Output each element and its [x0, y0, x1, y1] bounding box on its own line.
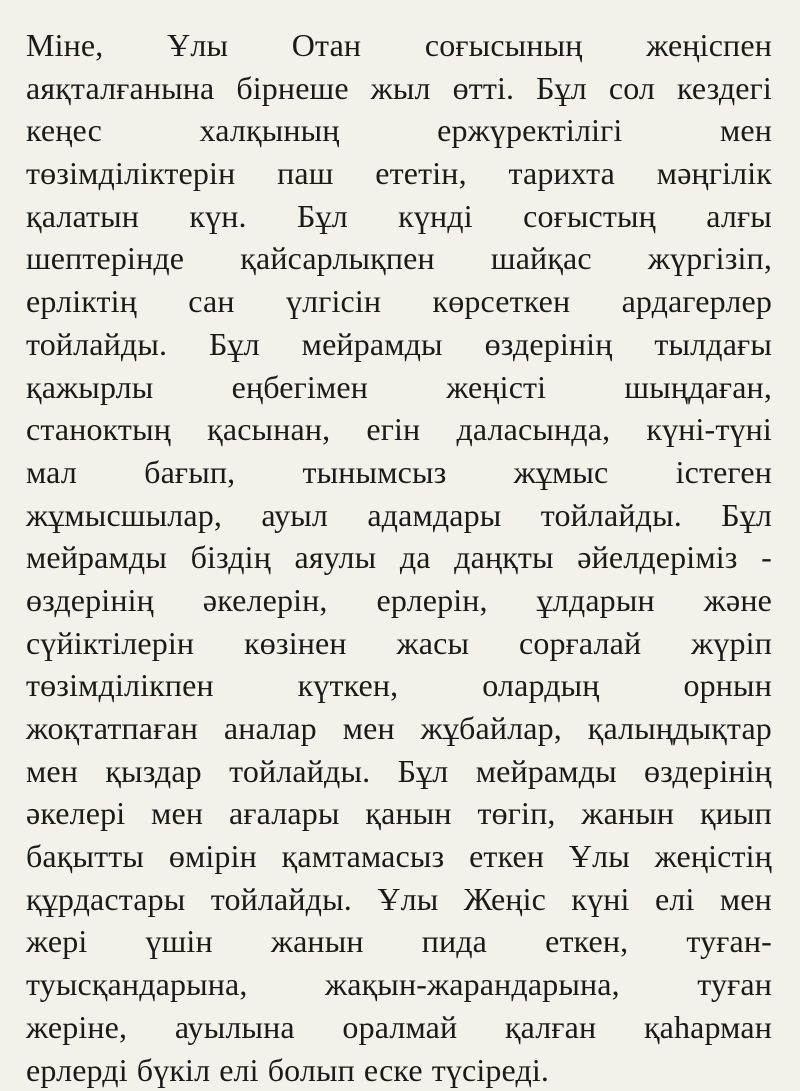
document-body	[26, 24, 772, 1091]
word: соғыстың	[523, 195, 656, 238]
word: және	[704, 579, 772, 622]
word: істеген	[676, 451, 772, 494]
word: өздерінің	[26, 579, 154, 622]
word: оралмай	[342, 1006, 457, 1049]
word: сорғалай	[519, 622, 641, 665]
word: сол	[609, 67, 655, 110]
word: жұмыс	[514, 451, 609, 494]
word: мен	[26, 750, 78, 793]
word: еңбегімен	[232, 366, 368, 409]
word: төгіп,	[477, 792, 555, 835]
text-line-4	[26, 152, 772, 195]
word: әйелдеріміз	[577, 536, 737, 579]
word: өздерінің	[644, 750, 772, 793]
word: жұмысшылар,	[26, 494, 222, 537]
word: еткен,	[545, 920, 628, 963]
word: ержүректілігі	[437, 109, 622, 152]
word: бағып,	[144, 451, 235, 494]
text-line-11	[26, 451, 772, 494]
word: аяулы	[295, 536, 377, 579]
text-line-24	[26, 1006, 772, 1049]
word: шептерінде	[26, 237, 184, 280]
word: жоқтатпаған	[26, 707, 198, 750]
word: шыңдаған,	[624, 366, 772, 409]
word: қайсарлықпен	[240, 237, 435, 280]
word: қамтамасыз	[282, 835, 445, 878]
word: Ұлы	[569, 835, 630, 878]
word: қажырлы	[26, 366, 153, 409]
word: күнді	[398, 195, 473, 238]
text-line-16	[26, 664, 772, 707]
word: үлгісін	[286, 280, 381, 323]
word: қалыңдықтар	[588, 707, 772, 750]
text-line-14	[26, 579, 772, 622]
word: пида	[422, 920, 487, 963]
word: Бұл	[536, 67, 587, 110]
word: станоктың	[26, 408, 171, 451]
word: Жеңіс	[464, 878, 546, 921]
text-line-21	[26, 878, 772, 921]
word: сүйіктілерін	[26, 622, 194, 665]
word: тарихта	[509, 152, 616, 195]
text-line-25	[26, 1049, 772, 1091]
word: жанын	[271, 920, 364, 963]
word: сан	[188, 280, 234, 323]
word: түсіреді.	[432, 1049, 549, 1091]
word: бақытты	[26, 835, 144, 878]
word: төзімділікпен	[26, 664, 214, 707]
text-line-17	[26, 707, 772, 750]
word: күткен,	[298, 664, 399, 707]
word: мен	[720, 109, 772, 152]
word: даласында,	[456, 408, 610, 451]
word: әкелері	[26, 792, 125, 835]
word: қасынан,	[207, 408, 330, 451]
word: қанын	[365, 792, 451, 835]
word: өтті.	[453, 67, 515, 110]
word: тойлайды.	[211, 878, 352, 921]
word: даңқты	[454, 536, 554, 579]
word: ерлерді	[26, 1049, 128, 1091]
word: халқының	[200, 109, 340, 152]
text-line-3	[26, 109, 772, 152]
word: Бұл	[297, 195, 348, 238]
word: Ұлы	[377, 878, 438, 921]
word: елі	[655, 878, 695, 921]
word: мейрамды	[476, 750, 617, 793]
word: болып	[268, 1049, 355, 1091]
word: қалған	[505, 1006, 596, 1049]
word: үшін	[145, 920, 212, 963]
word: қалатын	[26, 195, 139, 238]
text-line-15	[26, 622, 772, 665]
text-line-12	[26, 494, 772, 537]
text-line-7	[26, 280, 772, 323]
word: күн.	[189, 195, 246, 238]
text-line-20	[26, 835, 772, 878]
word: жыл	[371, 67, 431, 110]
word: туған-	[686, 920, 772, 963]
word: соғысының	[425, 24, 583, 67]
word: мен	[151, 792, 203, 835]
word: төзімділіктерін	[26, 152, 235, 195]
word: ұлдарын	[537, 579, 655, 622]
word: мейрамды	[26, 536, 167, 579]
word: кеңес	[26, 109, 102, 152]
word: мен	[720, 878, 772, 921]
word: жүргізіп,	[648, 237, 772, 280]
word: адамдары	[367, 494, 501, 537]
word: Бұл	[209, 323, 260, 366]
word: шайқас	[491, 237, 592, 280]
text-line-6	[26, 237, 772, 280]
word: жеңісті	[446, 366, 546, 409]
word: жері	[26, 920, 87, 963]
word: өмірін	[169, 835, 257, 878]
word: қаһарман	[644, 1006, 772, 1049]
word: паш	[277, 152, 333, 195]
word: бірнеше	[236, 67, 348, 110]
word: аяқталғанына	[26, 67, 214, 110]
text-line-5	[26, 195, 772, 238]
word: еткен	[469, 835, 544, 878]
word: бүкіл	[137, 1049, 210, 1091]
word: жеңістің	[655, 835, 772, 878]
word: мейрамды	[302, 323, 443, 366]
word: мал	[26, 451, 77, 494]
word: мен	[343, 707, 395, 750]
text-line-8	[26, 323, 772, 366]
word: көзінен	[244, 622, 347, 665]
word: Бұл	[721, 494, 772, 537]
word: әкелерін,	[203, 579, 328, 622]
word: ететін,	[375, 152, 466, 195]
text-line-1	[26, 24, 772, 67]
word: күні	[571, 878, 629, 921]
word: жанын	[581, 792, 674, 835]
word: ардагерлер	[622, 280, 772, 323]
word: егін	[366, 408, 420, 451]
word: да	[400, 536, 431, 579]
word: қыздар	[105, 750, 202, 793]
text-line-19	[26, 792, 772, 835]
word: өздерінің	[485, 323, 613, 366]
word: қиып	[700, 792, 772, 835]
word: жұбайлар,	[421, 707, 562, 750]
word: олардың	[482, 664, 599, 707]
word: Бұл	[398, 750, 449, 793]
text-line-13	[26, 536, 772, 579]
word: Отан	[292, 24, 361, 67]
word: жүріп	[691, 622, 772, 665]
text-line-18	[26, 750, 772, 793]
word: құрдастары	[26, 878, 185, 921]
word: көрсеткен	[433, 280, 571, 323]
word: тынымсыз	[302, 451, 446, 494]
word: аналар	[224, 707, 317, 750]
word: кездегі	[677, 67, 772, 110]
text-line-10	[26, 408, 772, 451]
word: күні-түні	[646, 408, 772, 451]
word: жақын-жарандарына,	[325, 963, 620, 1006]
word: Ұлы	[167, 24, 228, 67]
word: біздің	[191, 536, 271, 579]
word: алғы	[706, 195, 772, 238]
word: -	[761, 536, 772, 579]
word: ағалары	[229, 792, 340, 835]
word: тылдағы	[654, 323, 772, 366]
word: ауыл	[261, 494, 328, 537]
word: ерліктің	[26, 280, 137, 323]
word: мәңгілік	[657, 152, 772, 195]
word: еске	[364, 1049, 423, 1091]
word: тойлайды.	[229, 750, 370, 793]
word: ауылына	[175, 1006, 295, 1049]
word: жеңіспен	[646, 24, 772, 67]
word: туысқандарына,	[26, 963, 248, 1006]
word: Міне,	[26, 24, 103, 67]
word: орнын	[683, 664, 772, 707]
word: туған	[697, 963, 772, 1006]
word: тойлайды.	[541, 494, 682, 537]
text-line-22	[26, 920, 772, 963]
text-line-9	[26, 366, 772, 409]
word: елі	[219, 1049, 259, 1091]
word: жасы	[397, 622, 470, 665]
word: жеріне,	[26, 1006, 127, 1049]
text-line-23	[26, 963, 772, 1006]
word: тойлайды.	[26, 323, 167, 366]
text-line-2	[26, 67, 772, 110]
word: ерлерін,	[377, 579, 488, 622]
